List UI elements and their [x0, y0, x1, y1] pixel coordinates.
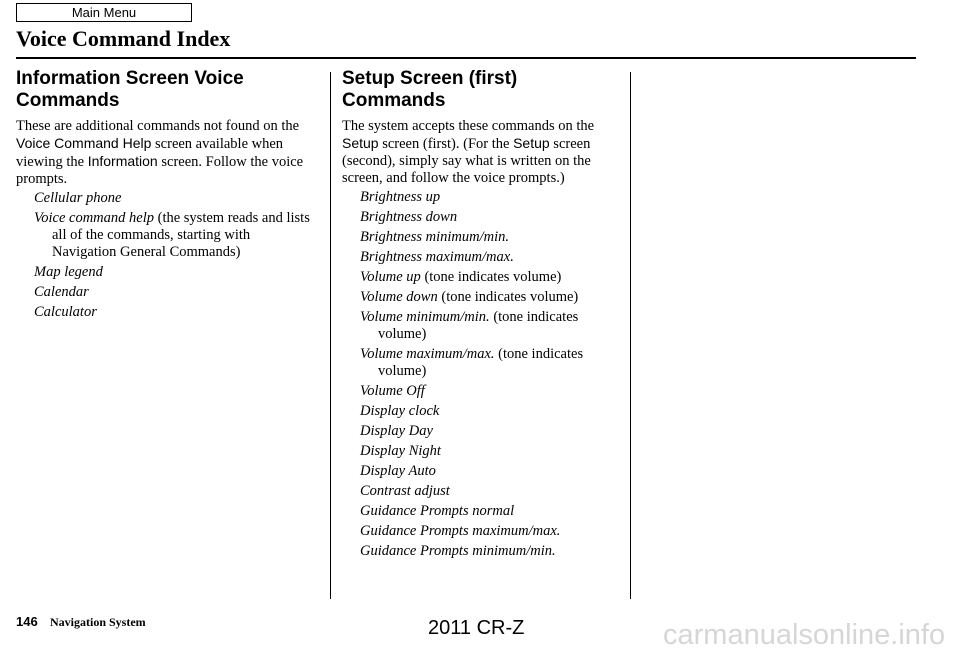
- command-text: Guidance Prompts maximum/max.: [360, 523, 561, 539]
- main-menu-button[interactable]: Main Menu: [16, 3, 192, 22]
- command-item: [360, 423, 624, 440]
- command-item: [34, 190, 311, 207]
- information-commands-column: [16, 68, 311, 324]
- setup-intro-paragraph: [342, 118, 624, 187]
- command-note: (tone indicates volume): [437, 289, 579, 305]
- footer-section-label: Navigation System: [50, 615, 146, 629]
- command-item: [360, 309, 624, 343]
- command-item: [34, 284, 311, 301]
- command-text: Cellular phone: [34, 190, 122, 206]
- watermark: carmanualsonline.info: [663, 619, 946, 651]
- information-section-heading: Information Screen Voice Commands: [16, 68, 244, 111]
- title-divider: [16, 57, 916, 59]
- command-item: [360, 443, 624, 460]
- command-text: Display Night: [360, 443, 441, 459]
- command-text: Display clock: [360, 403, 440, 419]
- command-item: [34, 264, 311, 281]
- command-item: [360, 346, 624, 380]
- command-item: [34, 210, 311, 261]
- ui-term: Voice Command Help: [16, 135, 152, 151]
- command-item: [360, 463, 624, 480]
- intro-text: screen (second), simply say what is written on the screen, and follow the voice prompts.): [342, 136, 591, 186]
- intro-text: screen (first). (For the: [378, 136, 514, 152]
- command-item: [360, 383, 624, 400]
- command-text: Calendar: [34, 284, 89, 300]
- command-item: [360, 403, 624, 420]
- command-text: Brightness down: [360, 209, 458, 225]
- setup-commands-column: [342, 68, 624, 563]
- command-note: (tone indicates volume): [378, 309, 579, 342]
- command-text: Brightness minimum/min.: [360, 229, 510, 245]
- command-item: [360, 523, 624, 540]
- command-text: Brightness up: [360, 189, 441, 205]
- command-item: [360, 289, 624, 306]
- command-text: Volume down: [360, 289, 438, 305]
- command-text: Volume up: [360, 269, 421, 285]
- ui-term: Setup: [513, 135, 550, 151]
- command-note: (tone indicates volume): [420, 269, 562, 285]
- intro-text: These are additional commands not found on the: [16, 118, 300, 134]
- intro-text: The system accepts these commands on the: [342, 118, 595, 134]
- command-text: Volume maximum/max.: [360, 346, 495, 362]
- ui-term: Setup: [342, 135, 379, 151]
- intro-text: screen. Follow the voice prompts.: [16, 154, 304, 187]
- command-item: [360, 543, 624, 560]
- command-item: [360, 503, 624, 520]
- command-text: Calculator: [34, 304, 97, 320]
- command-note: (the system reads and lists all of the commands, starting with Navigation General Commands): [52, 210, 310, 260]
- command-text: Volume minimum/min.: [360, 309, 490, 325]
- command-item: [360, 209, 624, 226]
- command-text: Guidance Prompts normal: [360, 503, 515, 519]
- command-text: Display Auto: [360, 463, 436, 479]
- command-text: Volume Off: [360, 383, 425, 399]
- command-item: [34, 304, 311, 321]
- page-title: Voice Command Index: [16, 26, 231, 51]
- command-text: Guidance Prompts minimum/min.: [360, 543, 556, 559]
- ui-term: Information: [87, 153, 158, 169]
- command-text: Voice command help: [34, 210, 154, 226]
- command-item: [360, 249, 624, 266]
- column-divider: [330, 72, 331, 599]
- command-item: [360, 269, 624, 286]
- command-text: Map legend: [34, 264, 103, 280]
- command-item: [360, 483, 624, 500]
- command-text: Display Day: [360, 423, 433, 439]
- command-text: Contrast adjust: [360, 483, 450, 499]
- command-note: (tone indicates volume): [378, 346, 584, 379]
- information-intro-paragraph: [16, 118, 311, 188]
- command-item: [360, 229, 624, 246]
- intro-text: screen available when viewing the: [16, 136, 284, 170]
- command-text: Brightness maximum/max.: [360, 249, 514, 265]
- page-number: 146: [16, 614, 38, 629]
- command-item: [360, 189, 624, 206]
- column-divider: [630, 72, 631, 599]
- setup-section-heading: Setup Screen (first) Commands: [342, 68, 518, 111]
- model-label: 2011 CR-Z: [428, 617, 525, 639]
